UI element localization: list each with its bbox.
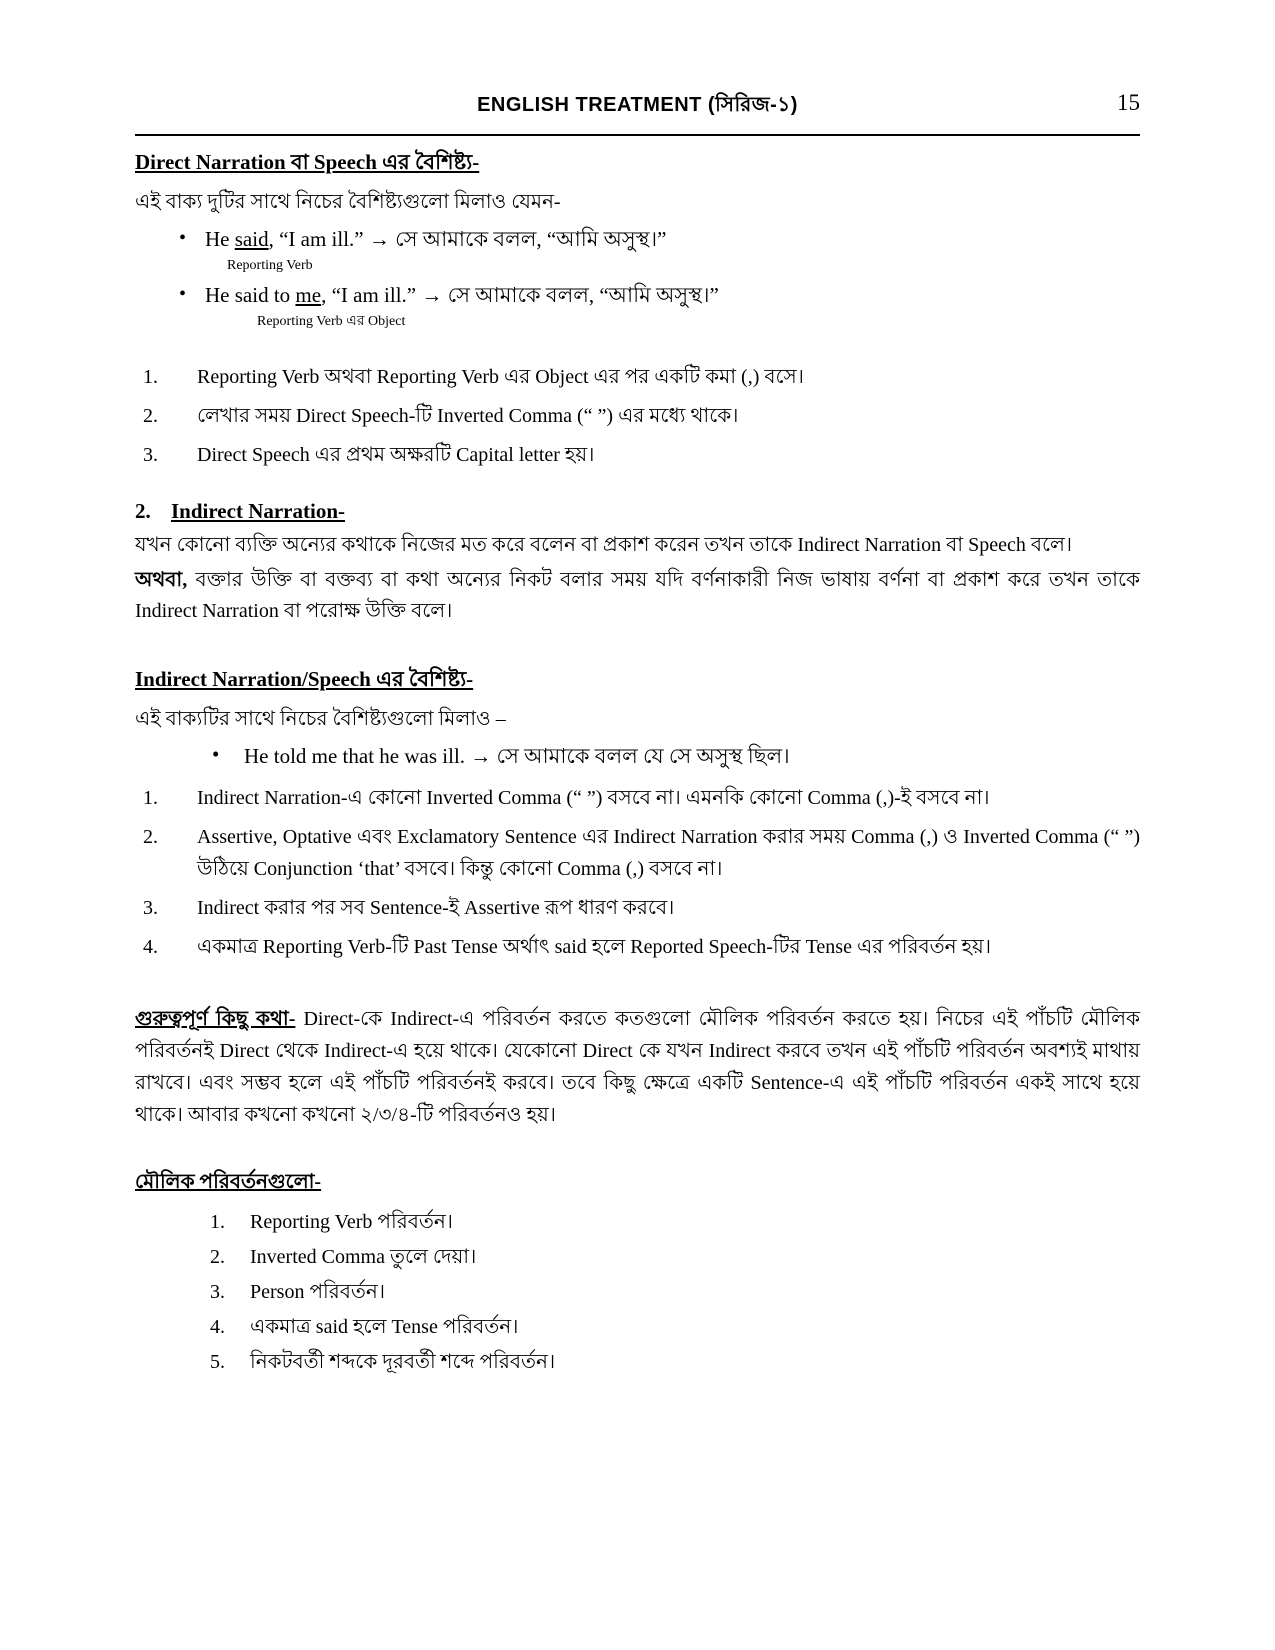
list-item: একমাত্র said হলে Tense পরিবর্তন। — [250, 1316, 519, 1339]
list-item: Inverted Comma তুলে দেয়া। — [250, 1246, 477, 1269]
list-item: Assertive, Optative এবং Exclamatory Sentence এর Indirect Narration করার সময় Comma (,) ও Inverted Comma (“ ”) উঠিয়ে Conjunction ‘that’ বসবে। কিন্তু কোনো Comma (,) বসবে না। — [197, 826, 1140, 881]
list-item — [175, 280, 1140, 330]
spacer — [135, 631, 1140, 657]
list-item: একমাত্র Reporting Verb-টি Past Tense অর্থাৎ said হলে Reported Speech-টির Tense এর পরিবর্তন হয়। — [197, 936, 991, 959]
section1-rules — [135, 361, 1140, 471]
example-text-pre: He said to — [205, 283, 296, 308]
section4-body: Direct-কে Indirect-এ পরিবর্তন করতে কতগুলো মৌলিক পরিবর্তন করতে হয়। নিচের এই পাঁচটি মৌলিক পরিবর্তনই Direct থেকে Indirect-এ হয়ে থাকে। যেকোনো Direct কে যখন Indirect করবে তখন এই পাঁচটি পরিবর্তন অবশ্যই মাথায় রাখবে। এবং সম্ভব হলে এই পাঁচটি পরিবর্তনই করবে। তবে কিছু ক্ষেত্রে একটি Sentence-এ এই পাঁচটি পরিবর্তন একই সাথে হয়ে থাকে। আবার কখনো কখনো ২/৩/৪-টি পরিবর্তনও হয়। — [135, 1008, 1140, 1127]
section1-examples — [135, 224, 1140, 331]
spacer — [135, 973, 1140, 999]
section-title: Indirect Narration- — [171, 498, 345, 523]
list-item: Indirect করার পর সব Sentence-ই Assertive রূপ ধারণ করবে। — [197, 897, 675, 920]
section2-para2 — [135, 565, 1140, 627]
example-underlined: said — [234, 227, 269, 251]
list-item: Direct Speech এর প্রথম অক্ষরটি Capital letter হয়। — [197, 443, 595, 466]
list-item: • He told me that he was ill. → সে আমাকে বলল যে সে অসুস্থ ছিল। — [210, 741, 1140, 773]
example-label: Reporting Verb এর Object — [257, 313, 406, 329]
spacer — [135, 337, 1140, 351]
spacer — [135, 1135, 1140, 1161]
list-item: Reporting Verb অথবা Reporting Verb এর Object এর পর একটি কমা (,) বসে। — [197, 365, 804, 388]
list-item: Indirect Narration-এ কোনো Inverted Comma (“ ”) বসবে না। এমনকি কোনো Comma (,)-ই বসবে না। — [197, 787, 990, 810]
section3-rules — [135, 782, 1140, 963]
example-label: Reporting Verb — [227, 257, 313, 273]
section3-intro: এই বাক্যটির সাথে নিচের বৈশিষ্ট্যগুলো মিলাও – — [135, 707, 506, 730]
section1-intro: এই বাক্য দুটির সাথে নিচের বৈশিষ্ট্যগুলো মিলাও যেমন- — [135, 191, 561, 213]
page-header — [135, 90, 1140, 130]
example-underlined: me — [295, 283, 322, 308]
section-heading-indirect-features: Indirect Narration/Speech এর বৈশিষ্ট্য- — [135, 666, 474, 691]
section4-paragraph — [135, 1003, 1140, 1131]
section3-example — [135, 741, 1140, 773]
header-title: ENGLISH TREATMENT (সিরিজ-১) — [477, 94, 798, 116]
list-item: লেখার সময় Direct Speech-টি Inverted Comma (“ ”) এর মধ্যে থাকে। — [197, 404, 739, 427]
section2-para2-body: বক্তার উক্তি বা বক্তব্য বা কথা অন্যের নিকট বলার সময় যদি বর্ণনাকারী নিজ ভাষায় বর্ণনা বা প্রকাশ করে তখন তাকে Indirect Narration বা পরোক্ষ উক্তি বলে। — [135, 568, 1140, 622]
section4-lead: গুরুত্বপূর্ণ কিছু কথা- — [135, 1008, 296, 1031]
section-heading-basic-changes: মৌলিক পরিবর্তনগুলো- — [135, 1171, 322, 1194]
example-text-post: , “I am ill.” → সে আমাকে বলল, “আমি অসুস্থ।” — [321, 283, 719, 308]
section2-para2-lead: অথবা, — [135, 568, 188, 591]
list-item: Person পরিবর্তন। — [250, 1281, 385, 1304]
section2-para1: যখন কোনো ব্যক্তি অন্যের কথাকে নিজের মত করে বলেন বা প্রকাশ করেন তখন তাকে Indirect Narration বা Speech বলে। — [135, 533, 1073, 556]
section5-items — [135, 1206, 1140, 1379]
section-number: 2. — [135, 498, 151, 523]
list-item: Reporting Verb পরিবর্তন। — [250, 1211, 453, 1234]
page-number: 15 — [1117, 90, 1140, 115]
list-item — [175, 224, 1140, 274]
list-item: নিকটবর্তী শব্দকে দূরবর্তী শব্দে পরিবর্তন। — [250, 1351, 556, 1374]
section-heading-direct-narration: Direct Narration বা Speech এর বৈশিষ্ট্য- — [135, 150, 480, 174]
example-text-pre: He — [205, 227, 235, 251]
section-heading-indirect-narration — [135, 499, 1140, 524]
header-divider — [135, 134, 1140, 136]
example-text-post: , “I am ill.” → সে আমাকে বলল, “আমি অসুস্থ।” — [268, 227, 667, 251]
